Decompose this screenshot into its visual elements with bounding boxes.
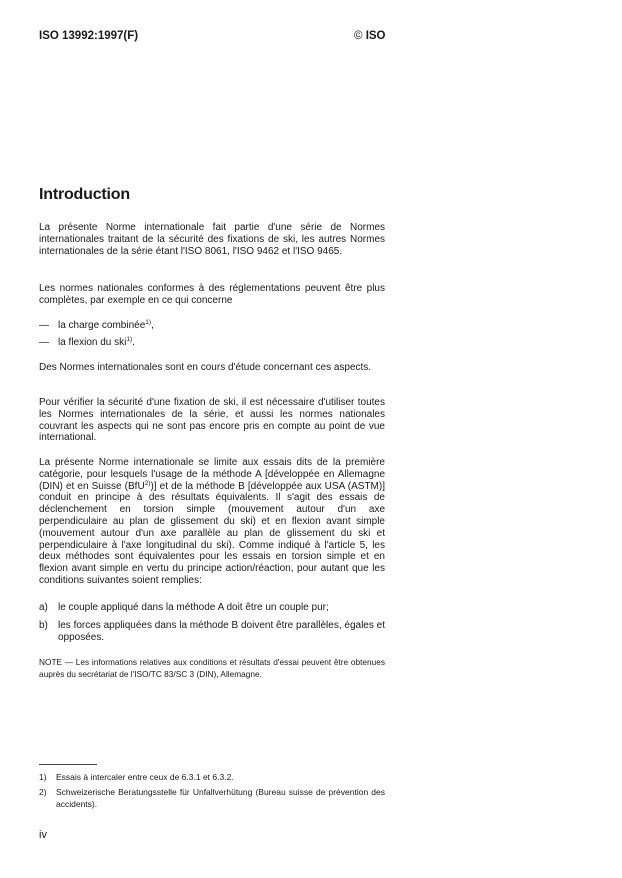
copyright-mark — [354, 30, 386, 42]
list-item-text: la flexion du ski — [58, 337, 127, 348]
copyright-org: ISO — [365, 30, 386, 42]
condition-marker: b) — [39, 620, 48, 631]
copyright-symbol: © — [354, 30, 363, 42]
page-number: iv — [39, 829, 47, 841]
footnote-ref: 1) — [126, 336, 133, 343]
note: NOTE — Les informations relatives aux conditions et résultats d'essai peuvent être obtenues auprès du secrétariat de l'ISO/TC 83/SC 3 (DIN), Allemagne. — [39, 657, 385, 679]
paragraph-scope-part2: )] et de la méthode B [développée aux USA (ASTM)] conduit en principe à des résultats équivalents. Il s'agit des essais de déclenchement en torsion simple (mouvement autour d'un axe perpendiculaire au plan de glissement du ski) et en flexion avant simple (mouvement autour d'un axe parallèle au plan de glissement du ski et perpendiculaire à l'axe longitudinal du ski). Comme indiqué à l'article 5, les deux méthodes sont équivalentes pour les essais en torsion simple et en flexion avant simple en vertu du principe action/réaction, pour autant que les conditions suivantes soient remplies: — [39, 480, 385, 586]
standard-id: ISO 13992:1997(F) — [39, 30, 139, 42]
footnote-marker: 1) — [39, 772, 47, 782]
paragraph-intro: La présente Norme internationale fait partie d'une série de Normes internationales traitant de la sécurité des fixations de ski, les autres Normes internationales de la série étant l'ISO 8061, l'ISO 9462 et l'ISO 9465. — [39, 222, 385, 257]
list-marker: — — [39, 320, 49, 331]
list-item-punct: , — [151, 320, 154, 331]
condition-text: le couple appliqué dans la méthode A doit être un couple pur; — [58, 602, 329, 613]
list-item-punct: . — [132, 337, 135, 348]
paragraph-ongoing-study: Des Normes internationales sont en cours d'étude concernant ces aspects. — [39, 362, 372, 373]
paragraph-scope — [39, 457, 385, 587]
footnote-marker: 2) — [39, 787, 47, 797]
section-title: Introduction — [39, 186, 130, 203]
footnote-text: Schweizerische Beratungsstelle für Unfallverhütung (Bureau suisse de prévention des accidents). — [56, 787, 385, 809]
footnote-divider — [39, 764, 97, 765]
list-item-text: la charge combinée — [58, 320, 146, 331]
footnote-ref: 1) — [145, 319, 152, 326]
condition-text: les forces appliquées dans la méthode B doivent être parallèles, égales et opposées. — [58, 620, 385, 643]
paragraph-verification: Pour vérifier la sécurité d'une fixation de ski, il est nécessaire d'utiliser toutes les Normes internationales de la série, et aussi les normes nationales couvrant les aspects qui ne sont pas encore pris en compte au point de vue international. — [39, 397, 385, 444]
footnote-ref: 2) — [144, 479, 151, 487]
paragraph-national-standards: Les normes nationales conformes à des réglementations peuvent être plus complètes, par exemple en ce qui concerne — [39, 283, 385, 306]
condition-marker: a) — [39, 602, 48, 613]
list-marker: — — [39, 337, 49, 348]
footnote-text: Essais à intercaler entre ceux de 6.3.1 et 6.3.2. — [56, 772, 234, 782]
paragraph-scope-part1: La présente Norme internationale se limite aux essais dits de la première catégorie, pour lesquels l'usage de la méthode A [développée en Allemagne (DIN) et en Suisse (BfU — [39, 457, 385, 492]
